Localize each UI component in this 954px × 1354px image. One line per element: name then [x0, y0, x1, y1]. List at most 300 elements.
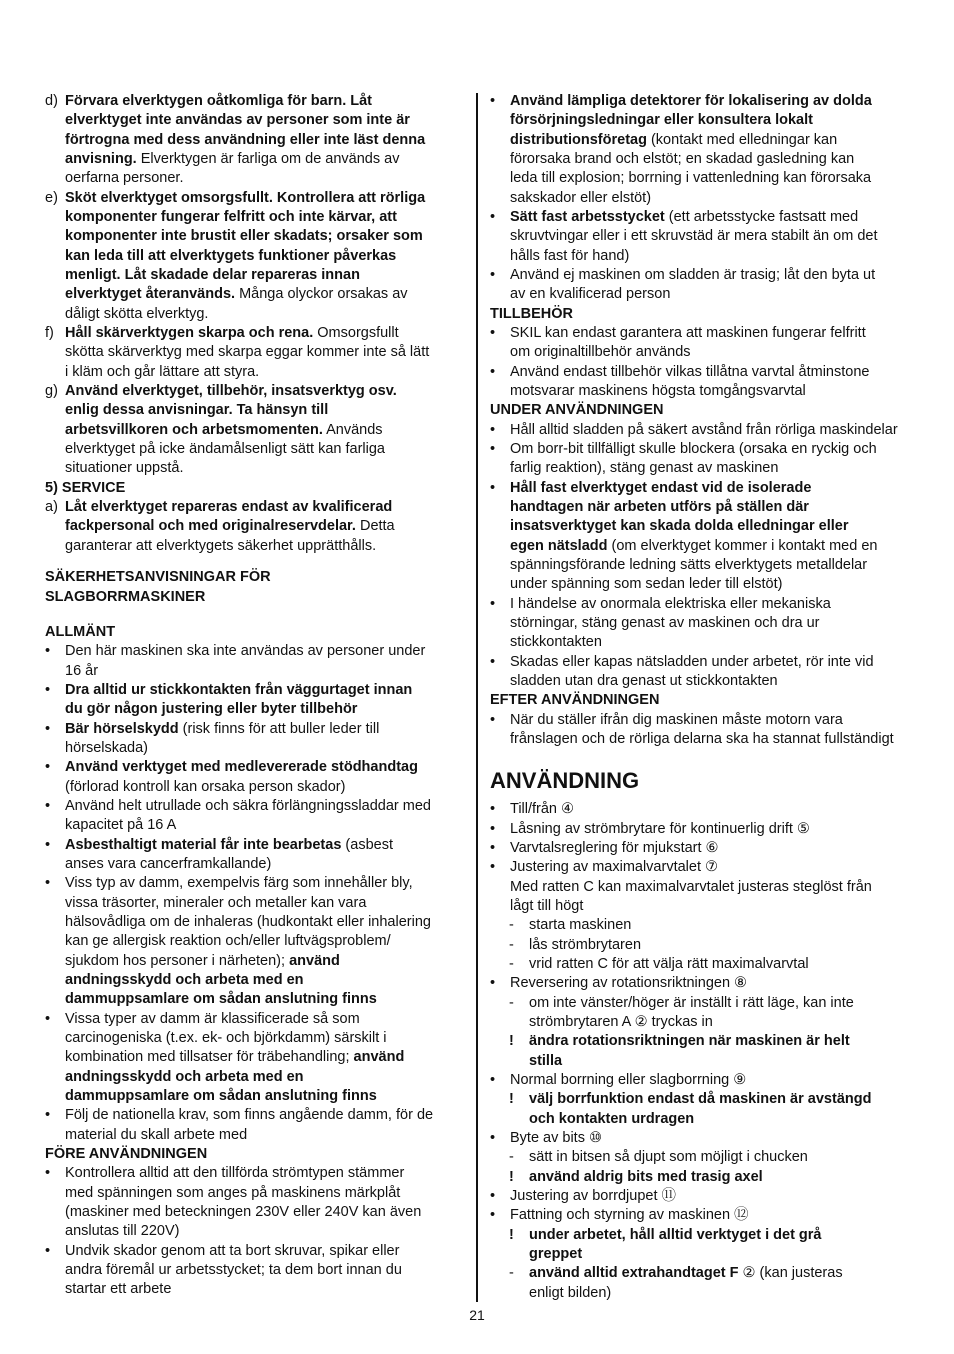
- text-line: [510, 440, 909, 459]
- text-line: [510, 614, 909, 633]
- text-run: anses vara cancerframkallande): [65, 856, 272, 873]
- right-column: [490, 92, 909, 1303]
- bold-text: enlig dessa anvisningar. Ta hänsyn till: [65, 402, 329, 419]
- line-content: [65, 111, 410, 130]
- warning-marker: !: [509, 1091, 514, 1108]
- bullet-marker: •: [490, 975, 496, 992]
- text-run: oerfarna personer.: [65, 170, 184, 187]
- list-item: [490, 595, 909, 653]
- line-content: [65, 952, 340, 971]
- text-line: [510, 1206, 909, 1225]
- sub-list-item: [490, 1032, 909, 1071]
- list-item: [45, 498, 464, 556]
- bold-text: Låt elverktyget repareras endast av kvalificerad: [65, 498, 393, 515]
- text-line: [510, 131, 909, 150]
- line-content: [510, 324, 866, 343]
- text-run: situationer uppstå.: [65, 460, 184, 477]
- bold-text: använd: [289, 952, 340, 969]
- chapter-title-text: ANVÄNDNING: [490, 768, 640, 794]
- text-line: [529, 1052, 909, 1071]
- text-line: [65, 169, 464, 188]
- line-content: [65, 1261, 402, 1280]
- line-content: [65, 720, 379, 739]
- text-run: hörselskada): [65, 740, 149, 757]
- line-content: [65, 1164, 404, 1183]
- list-marker: -: [509, 1149, 514, 1166]
- text-line: [510, 363, 909, 382]
- text-line: [510, 92, 909, 111]
- bold-text: ALLMÄNT: [45, 624, 116, 641]
- line-content: [65, 208, 397, 227]
- list-item: [45, 874, 464, 1009]
- text-line: [65, 1280, 464, 1299]
- text-line: [510, 974, 909, 993]
- text-run: Håll alltid sladden på säkert avstånd från rörliga maskindelar: [510, 421, 898, 438]
- bullet-marker: •: [45, 643, 51, 660]
- line-content: [65, 990, 377, 1009]
- line-content: [529, 1032, 850, 1051]
- text-line: [65, 720, 464, 739]
- line-content: [510, 800, 574, 819]
- line-content: [65, 421, 383, 440]
- bullet-marker: •: [45, 1010, 51, 1027]
- text-line: [510, 1187, 909, 1206]
- text-line: [490, 691, 909, 710]
- line-content: [45, 568, 271, 587]
- text-run: motsvarar maskinens högsta tomgångsvarvtal: [510, 382, 806, 399]
- text-line: [45, 1145, 464, 1164]
- bold-text: SLAGBORRMASKINER: [45, 588, 206, 605]
- line-content: [529, 916, 631, 935]
- line-content: [45, 588, 205, 607]
- bullet-marker: •: [490, 820, 496, 837]
- line-content: [65, 1048, 404, 1067]
- line-content: [65, 169, 184, 188]
- text-line: [490, 305, 909, 324]
- line-content: [490, 305, 573, 324]
- text-line: [529, 1090, 909, 1109]
- line-content: [510, 730, 894, 749]
- line-content: [65, 836, 393, 855]
- section-heading: [45, 479, 464, 498]
- bold-text: SÄKERHETSANVISNINGAR FÖR: [45, 569, 271, 586]
- text-line: [65, 459, 464, 478]
- bold-text: fackpersonal och med originalreservdelar.: [65, 518, 356, 535]
- text-line: [65, 681, 464, 700]
- left-column: [45, 92, 464, 1300]
- text-line: [510, 839, 909, 858]
- line-content: [510, 169, 871, 188]
- line-content: [65, 343, 429, 362]
- text-line: [510, 575, 909, 594]
- text-run: under spänning som sedan leder till elstöt): [510, 576, 783, 593]
- bold-text: försörjningsledningar eller konsultera lokalt: [510, 112, 813, 129]
- text-line: [65, 324, 464, 343]
- text-run: strömbrytaren A ② tryckas in: [529, 1014, 713, 1031]
- text-line: [510, 897, 909, 916]
- line-content: [65, 1029, 387, 1048]
- line-content: [510, 537, 877, 556]
- line-content: [65, 1106, 433, 1125]
- line-content: [510, 556, 867, 575]
- line-content: [510, 653, 874, 672]
- line-content: [65, 874, 413, 893]
- list-marker: -: [509, 956, 514, 973]
- bullet-marker: •: [45, 1242, 51, 1259]
- line-content: [510, 1071, 746, 1090]
- list-item: [490, 363, 909, 402]
- text-line: [65, 932, 464, 951]
- sub-list-item: [490, 1148, 909, 1167]
- text-run: störningar, stäng genast av maskinen och dra ur: [510, 614, 820, 631]
- bold-text: elverktyget inte användas av personer som inte är: [65, 112, 410, 129]
- text-run: förorsaka brand och elstöt; en skadad gasledning kan: [510, 150, 855, 167]
- text-run: farlig reaktion), stäng genast av maskinen: [510, 460, 779, 477]
- text-line: [65, 1164, 464, 1183]
- text-run: garanterar att elverktygets säkerhet upprätthålls.: [65, 537, 377, 554]
- text-line: [65, 662, 464, 681]
- text-run: (kontakt med elledningar kan: [646, 131, 838, 148]
- text-run: Används: [322, 421, 383, 438]
- text-run: Fattning och styrning av maskinen ⑫: [510, 1207, 749, 1224]
- list-item: [490, 479, 909, 595]
- text-line: [510, 285, 909, 304]
- text-run: Varvtalsreglering för mjukstart ⑥: [510, 840, 719, 857]
- text-run: starta maskinen: [529, 917, 632, 934]
- line-content: [529, 955, 809, 974]
- text-run: (maskiner med beteckningen 230V eller 240V kan även: [65, 1203, 422, 1220]
- line-content: [65, 971, 304, 990]
- text-run: Omsorgsfullt: [313, 324, 399, 341]
- bold-text: stilla: [529, 1052, 563, 1069]
- line-content: [510, 285, 670, 304]
- list-item: [490, 711, 909, 750]
- section-heading: [490, 691, 909, 710]
- text-line: [529, 1245, 909, 1264]
- text-line: [65, 739, 464, 758]
- list-item: [490, 1206, 909, 1225]
- line-content: [65, 1087, 377, 1106]
- line-content: [510, 111, 813, 130]
- list-item: [45, 1164, 464, 1241]
- bullet-marker: •: [45, 875, 51, 892]
- list-item: [490, 266, 909, 305]
- text-run: om originaltillbehör används: [510, 344, 691, 361]
- bold-text: egen nätsladd: [510, 537, 608, 554]
- line-content: [65, 758, 418, 777]
- text-line: [510, 1129, 909, 1148]
- list-item: [490, 820, 909, 839]
- text-run: om inte vänster/höger är inställt i rätt läge, kan inte: [529, 994, 854, 1011]
- line-content: [65, 459, 184, 478]
- text-line: [65, 517, 464, 536]
- text-line: [529, 1032, 909, 1051]
- sub-list-item: [490, 1168, 909, 1187]
- line-content: [65, 894, 366, 913]
- text-run: sätt in bitsen så djupt som möjligt i chucken: [529, 1149, 808, 1166]
- line-content: [510, 633, 602, 652]
- bold-text: Förvara elverktygen oåtkomliga för barn. Låt: [65, 93, 373, 109]
- text-line: [65, 1242, 464, 1261]
- text-run: Viss typ av damm, exempelvis färg som innehåller bly,: [65, 875, 413, 892]
- text-line: [510, 227, 909, 246]
- list-item: [45, 1106, 464, 1145]
- line-content: [510, 227, 877, 246]
- sub-list-item: [490, 1226, 909, 1265]
- list-item: [45, 1242, 464, 1300]
- text-run: Kontrollera alltid att den tillförda strömtypen stämmer: [65, 1165, 405, 1182]
- bullet-marker: •: [45, 798, 51, 815]
- text-run: Med ratten C kan maximalvarvtalet justeras steglöst från: [510, 878, 872, 895]
- bullet-marker: •: [490, 479, 496, 496]
- list-item: [490, 839, 909, 858]
- text-run: startar ett arbete: [65, 1281, 172, 1298]
- line-content: [529, 1264, 843, 1283]
- text-line: [529, 1013, 909, 1032]
- line-content: [65, 131, 425, 150]
- line-content: [65, 401, 328, 420]
- list-item: [490, 324, 909, 363]
- text-run: elverktyget på icke ändamålsenligt sätt kan farliga: [65, 440, 385, 457]
- text-line: [510, 672, 909, 691]
- line-content: [65, 92, 372, 111]
- bold-text: komponenter inte brustit eller skadats; orsaker som: [65, 228, 423, 245]
- line-content: [529, 1090, 871, 1109]
- line-content: [510, 421, 898, 440]
- bullet-marker: •: [45, 1107, 51, 1124]
- text-run: enligt bilden): [529, 1284, 612, 1301]
- text-line: [529, 994, 909, 1013]
- text-run: Vissa typer av damm är klassificerade så som: [65, 1010, 360, 1027]
- line-content: [510, 189, 651, 208]
- bold-text: handtagen när arbeten utförs på ställen där: [510, 498, 809, 515]
- list-item: [490, 858, 909, 916]
- text-line: [510, 421, 909, 440]
- line-content: [529, 1110, 694, 1129]
- text-run: Till/från ④: [510, 801, 575, 818]
- text-run: Undvik skador genom att ta bort skruvar, spikar eller: [65, 1242, 400, 1259]
- text-run: ② (kan justeras: [738, 1265, 843, 1282]
- text-line: [510, 324, 909, 343]
- line-content: [65, 537, 376, 556]
- text-run: kan ge allergisk reaktion och/eller luftvägsproblem/: [65, 933, 391, 950]
- bullet-marker: •: [45, 682, 51, 699]
- bold-text: elverktyget återanvänds.: [65, 286, 236, 303]
- text-line: [65, 1106, 464, 1125]
- bold-text: menligt. Låt skadade delar repareras innan: [65, 266, 360, 283]
- text-line: [529, 1148, 909, 1167]
- text-run: frånslagen och de rörliga delarna ska ha stannat fullständigt: [510, 730, 894, 747]
- text-run: (risk finns för att buller leder till: [178, 720, 380, 737]
- text-line: [65, 1261, 464, 1280]
- text-run: Justering av maximalvarvtalet ⑦: [510, 859, 719, 876]
- text-line: [65, 111, 464, 130]
- bold-text: kan leda till att elverktygets funktioner påverkas: [65, 247, 397, 264]
- text-run: lågt till högt: [510, 898, 584, 915]
- text-line: [529, 1264, 909, 1283]
- text-line: [510, 479, 909, 498]
- bold-text: Bär hörselskydd: [65, 720, 179, 737]
- bold-text: Använd elverktyget, tillbehör, insatsverktyg osv.: [65, 382, 397, 399]
- text-line: [510, 820, 909, 839]
- line-content: [65, 932, 391, 951]
- bold-text: och kontakten urdragen: [529, 1110, 695, 1127]
- text-run: Byte av bits ⑩: [510, 1130, 602, 1147]
- bullet-marker: •: [490, 208, 496, 225]
- text-run: i kläm och går lättare att styra.: [65, 363, 260, 380]
- bold-text: Håll skärverktygen skarpa och rena.: [65, 324, 314, 341]
- line-content: [510, 672, 778, 691]
- line-content: [510, 247, 629, 266]
- text-run: vissa träsorter, mineraler och metaller kan vara: [65, 894, 367, 911]
- list-item: [45, 797, 464, 836]
- line-content: [529, 1245, 582, 1264]
- line-content: [529, 1148, 808, 1167]
- text-run: skruvtvingar eller i ett skruvstäd är mera stabilt än om det: [510, 228, 878, 245]
- bullet-marker: •: [490, 859, 496, 876]
- text-line: [65, 1222, 464, 1241]
- text-line: [65, 150, 464, 169]
- line-content: [65, 150, 399, 169]
- line-content: [510, 595, 831, 614]
- text-line: [510, 730, 909, 749]
- line-content: [510, 897, 583, 916]
- bullet-marker: •: [490, 440, 496, 457]
- bold-text: Sätt fast arbetsstycket: [510, 208, 665, 225]
- list-item: [490, 440, 909, 479]
- list-item: [45, 382, 464, 479]
- line-content: [510, 820, 810, 839]
- bold-text: dammuppsamlare om sådan anslutning finns: [65, 1088, 377, 1104]
- line-content: [65, 816, 176, 835]
- bold-text: greppet: [529, 1245, 583, 1262]
- text-run: lås strömbrytaren: [529, 936, 642, 953]
- text-line: [65, 285, 464, 304]
- bold-text: Dra alltid ur stickkontakten från väggurtaget innan: [65, 682, 413, 699]
- bold-text: UNDER ANVÄNDNINGEN: [490, 402, 664, 419]
- text-line: [510, 150, 909, 169]
- text-line: [510, 595, 909, 614]
- section-heading: [490, 305, 909, 324]
- column-divider: [476, 93, 478, 1302]
- text-run: leda till explosion; borrning i vattenledning kan förorsaka: [510, 170, 872, 187]
- text-line: [65, 1029, 464, 1048]
- text-run: sjukdom hos personer i närheten);: [65, 952, 290, 969]
- bullet-marker: •: [490, 363, 496, 380]
- text-line: [65, 498, 464, 517]
- text-line: [65, 797, 464, 816]
- text-run: kapacitet på 16 A: [65, 817, 177, 834]
- line-content: [529, 1284, 611, 1303]
- bold-text: EFTER ANVÄNDNINGEN: [490, 692, 660, 709]
- sub-list-item: [490, 1264, 909, 1303]
- sub-list-item: [490, 1090, 909, 1129]
- text-line: [65, 1048, 464, 1067]
- line-content: [510, 575, 782, 594]
- text-line: [490, 401, 909, 420]
- bold-text: Använd lämpliga detektorer för lokalisering av dolda: [510, 93, 872, 109]
- line-content: [510, 382, 806, 401]
- line-content: [65, 1126, 247, 1145]
- text-line: [65, 305, 464, 324]
- text-line: [65, 363, 464, 382]
- text-line: [529, 955, 909, 974]
- line-content: [510, 517, 848, 536]
- bullet-marker: •: [490, 801, 496, 818]
- text-run: Skadas eller kapas nätsladden under arbetet, rör inte vid: [510, 653, 874, 670]
- bullet-marker: •: [490, 324, 496, 341]
- list-item: [45, 189, 464, 324]
- text-run: I händelse av onormala elektriska eller mekaniska: [510, 595, 831, 612]
- text-run: sakskador eller elstöt): [510, 189, 652, 206]
- sub-list-item: [490, 955, 909, 974]
- bullet-marker: •: [490, 840, 496, 857]
- text-run: Följ de nationella krav, som finns angående damm, för de: [65, 1107, 434, 1124]
- text-line: [65, 816, 464, 835]
- line-content: [65, 1222, 179, 1241]
- list-marker: g): [45, 382, 58, 399]
- text-run: dåligt skötta elverktyg.: [65, 305, 209, 322]
- text-line: [45, 588, 464, 607]
- list-marker: f): [45, 324, 54, 341]
- bold-text: Sköt elverktyget omsorgsfullt. Kontrollera att rörliga: [65, 189, 426, 206]
- line-content: [65, 739, 148, 758]
- bullet-marker: •: [490, 595, 496, 612]
- text-run: Låsning av strömbrytare för kontinuerlig drift ⑤: [510, 820, 810, 837]
- sub-list-item: [490, 994, 909, 1033]
- bold-text: använd aldrig bits med trasig axel: [529, 1168, 763, 1185]
- list-item: [45, 758, 464, 797]
- line-content: [529, 1226, 822, 1245]
- warning-marker: !: [509, 1033, 514, 1050]
- line-content: [65, 285, 408, 304]
- text-line: [65, 227, 464, 246]
- text-run: SKIL kan endast garantera att maskinen fungerar felfritt: [510, 324, 866, 341]
- text-run: hälsovådliga om de inhaleras (hudkontakt eller inhalering: [65, 914, 431, 931]
- text-line: [529, 1226, 909, 1245]
- bold-text: förtrogna med dess användning eller inte läst denna: [65, 131, 426, 148]
- line-content: [510, 440, 877, 459]
- bold-text: dammuppsamlare om sådan anslutning finns: [65, 991, 377, 1008]
- list-item: [45, 324, 464, 382]
- line-content: [65, 1280, 171, 1299]
- text-run: Reversering av rotationsriktningen ⑧: [510, 975, 748, 992]
- text-run: (förlorad kontroll kan orsaka person skador): [65, 778, 346, 795]
- bold-text: Håll fast elverktyget endast vid de isolerade: [510, 479, 812, 496]
- line-content: [65, 681, 412, 700]
- line-content: [529, 1168, 763, 1187]
- bullet-marker: •: [45, 836, 51, 853]
- section-heading: [490, 401, 909, 420]
- line-content: [65, 189, 425, 208]
- bullet-marker: •: [490, 711, 496, 728]
- text-line: [65, 642, 464, 661]
- text-run: kombination med tillsatser för träbehandling;: [65, 1049, 354, 1066]
- text-line: [510, 537, 909, 556]
- text-line: [65, 1126, 464, 1145]
- text-run: vrid ratten C för att välja rätt maximalvarvtal: [529, 956, 809, 973]
- line-content: [45, 623, 115, 642]
- line-content: [510, 1206, 749, 1225]
- text-line: [510, 633, 909, 652]
- text-line: [510, 266, 909, 285]
- text-run: Elverktygen är farliga om de används av: [136, 150, 400, 167]
- line-content: [65, 517, 395, 536]
- text-line: [65, 189, 464, 208]
- bold-text: andningsskydd och arbeta med en: [65, 972, 304, 989]
- text-run: Justering av borrdjupet ⑪: [510, 1188, 677, 1204]
- line-content: [510, 1129, 602, 1148]
